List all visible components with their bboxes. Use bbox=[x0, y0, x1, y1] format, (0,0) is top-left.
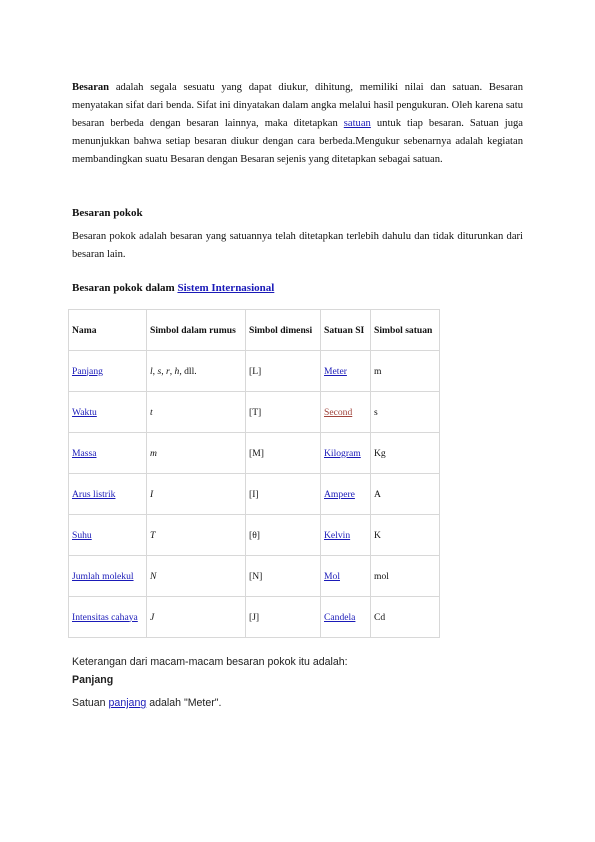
rumus-cell: t bbox=[147, 392, 246, 433]
simbol-cell: Cd bbox=[371, 597, 440, 638]
intro-paragraph bbox=[72, 79, 523, 169]
keterangan-text: Keterangan dari macam-macam besaran pokok itu adalah: bbox=[72, 656, 348, 668]
satuan-link[interactable]: Ampere bbox=[324, 488, 355, 500]
table-header-row bbox=[69, 310, 440, 351]
panjang-heading: Panjang bbox=[72, 674, 114, 686]
rumus-cell: J bbox=[147, 597, 246, 638]
rumus-cell: l, s, r, h, dll. bbox=[147, 351, 246, 392]
satuan-link[interactable]: Kilogram bbox=[324, 447, 361, 459]
nama-link[interactable]: Intensitas cahaya bbox=[72, 611, 138, 623]
nama-link[interactable]: Jumlah molekul bbox=[72, 570, 134, 582]
satuan-link[interactable]: Second bbox=[324, 406, 353, 418]
satuan-link[interactable]: Meter bbox=[324, 365, 347, 377]
besaran-pokok-table bbox=[68, 309, 440, 638]
panjang-text-1: Satuan bbox=[72, 697, 109, 709]
header-simbol-rumus: Simbol dalam rumus bbox=[147, 310, 246, 351]
si-heading-prefix: Besaran pokok dalam bbox=[72, 282, 178, 294]
panjang-link[interactable]: panjang bbox=[108, 697, 147, 709]
table-row bbox=[69, 556, 440, 597]
panjang-paragraph bbox=[72, 697, 222, 709]
rumus-cell: I bbox=[147, 474, 246, 515]
rumus-cell: m bbox=[147, 433, 246, 474]
header-simbol-dimensi: Simbol dimensi bbox=[246, 310, 321, 351]
table-row bbox=[69, 392, 440, 433]
dimensi-cell: [M] bbox=[246, 433, 321, 474]
dimensi-cell: [N] bbox=[246, 556, 321, 597]
intro-text-2: untuk tiap besaran. Satuan juga menunjukkan bahwa setiap besaran diukur dengan cara berbeda.Mengukur sebenarnya adalah kegiatan membandingkan suatu Besaran dengan Besaran sejenis yang ditetapkan sebagai satuan. bbox=[72, 118, 523, 165]
intro-term: Besaran bbox=[72, 82, 110, 93]
table-row bbox=[69, 515, 440, 556]
simbol-cell: m bbox=[371, 351, 440, 392]
satuan-link[interactable]: Kelvin bbox=[324, 529, 351, 541]
dimensi-cell: [T] bbox=[246, 392, 321, 433]
simbol-cell: A bbox=[371, 474, 440, 515]
dimensi-cell: [I] bbox=[246, 474, 321, 515]
panjang-text-2: adalah "Meter". bbox=[146, 697, 222, 709]
table-row bbox=[69, 351, 440, 392]
dimensi-cell: [θ] bbox=[246, 515, 321, 556]
intro-text-1: adalah segala sesuatu yang dapat diukur, dihitung, memiliki nilai dan satuan. Besaran menyatakan sifat dari benda. Sifat ini dinyatakan dalam angka melalui hasil pengukuran. Oleh karena satu besaran berbeda dengan besaran lainnya, maka ditetapkan bbox=[72, 82, 523, 129]
simbol-cell: Kg bbox=[371, 433, 440, 474]
header-simbol-satuan: Simbol satuan bbox=[371, 310, 440, 351]
header-nama: Nama bbox=[69, 310, 147, 351]
simbol-cell: K bbox=[371, 515, 440, 556]
si-heading bbox=[72, 282, 274, 294]
table-row bbox=[69, 433, 440, 474]
besaran-pokok-paragraph: Besaran pokok adalah besaran yang satuannya telah ditetapkan terlebih dahulu dan tidak diturunkan dari besaran lain. bbox=[72, 231, 523, 260]
dimensi-cell: [L] bbox=[246, 351, 321, 392]
nama-link[interactable]: Arus listrik bbox=[72, 488, 116, 500]
dimensi-cell: [J] bbox=[246, 597, 321, 638]
table-row bbox=[69, 474, 440, 515]
simbol-cell: mol bbox=[371, 556, 440, 597]
nama-link[interactable]: Massa bbox=[72, 447, 97, 459]
rumus-cell: N bbox=[147, 556, 246, 597]
satuan-link[interactable]: Mol bbox=[324, 570, 340, 582]
nama-link[interactable]: Panjang bbox=[72, 365, 103, 377]
satuan-link[interactable]: Candela bbox=[324, 611, 356, 623]
rumus-cell: T bbox=[147, 515, 246, 556]
sistem-internasional-link[interactable]: Sistem Internasional bbox=[177, 282, 275, 294]
table-row bbox=[69, 597, 440, 638]
nama-link[interactable]: Suhu bbox=[72, 529, 92, 541]
simbol-cell: s bbox=[371, 392, 440, 433]
header-satuan-si: Satuan SI bbox=[321, 310, 371, 351]
nama-link[interactable]: Waktu bbox=[72, 406, 97, 418]
satuan-link[interactable]: satuan bbox=[343, 118, 371, 129]
besaran-pokok-heading: Besaran pokok bbox=[72, 207, 143, 219]
